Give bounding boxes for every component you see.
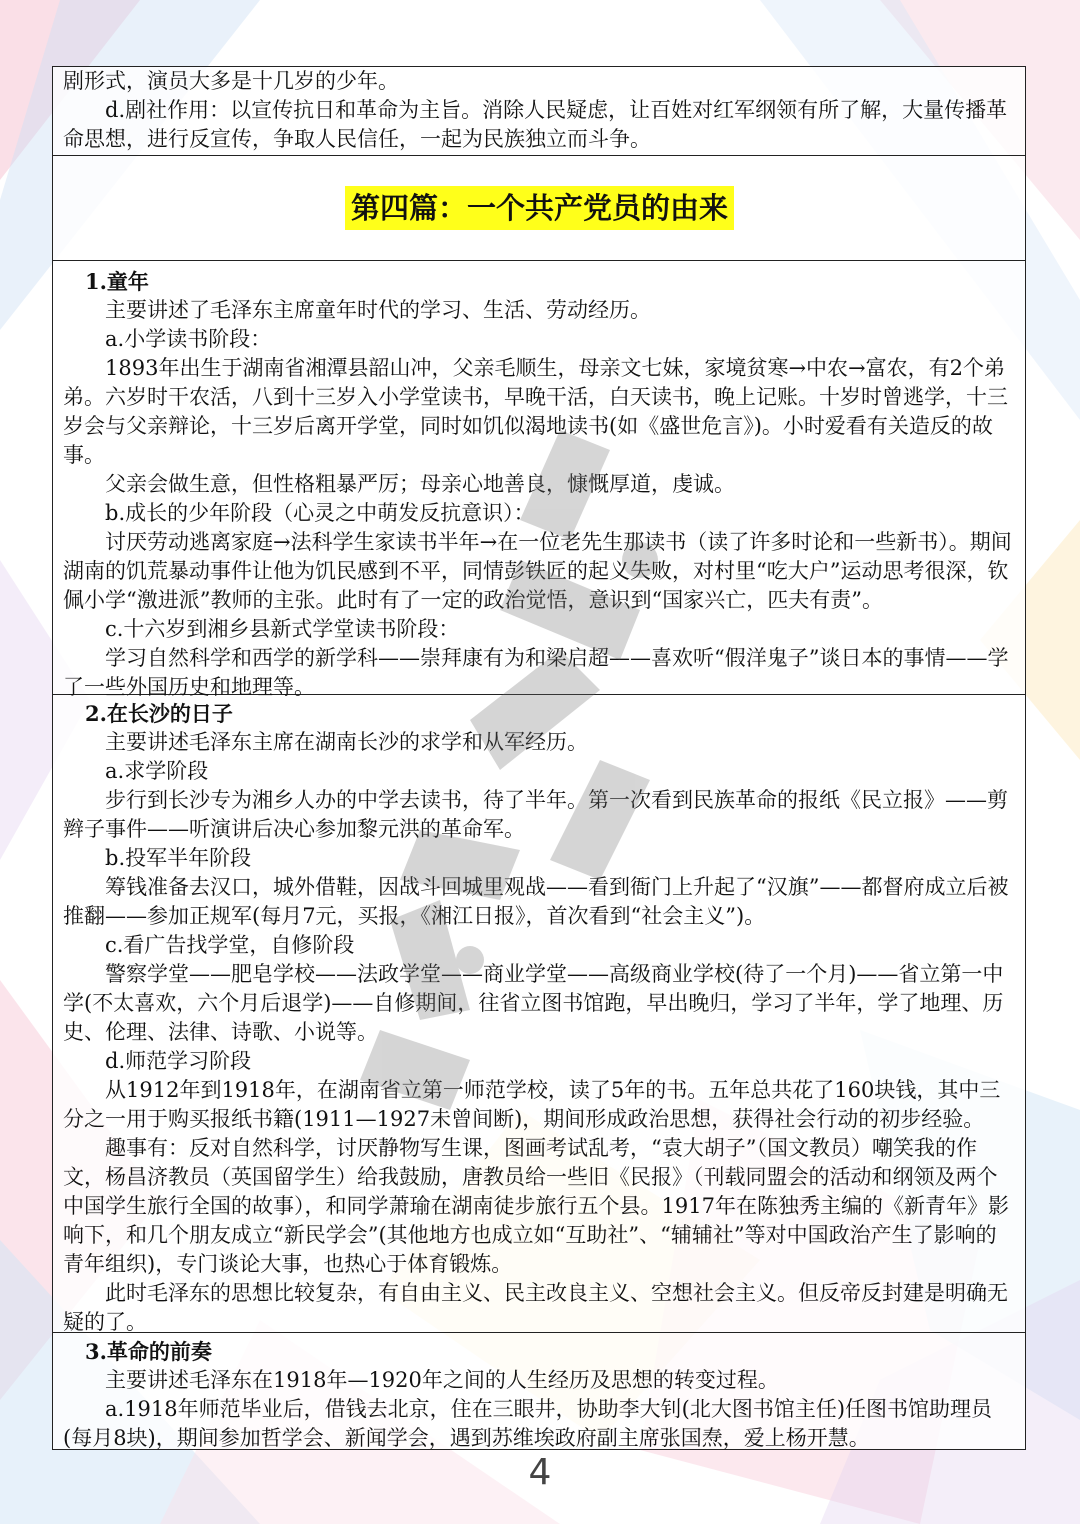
paragraph: 主要讲述毛泽东主席在湖南长沙的求学和从军经历。: [105, 730, 588, 754]
paragraph: 学习自然科学和西学的新学科——崇拜康有为和梁启超——喜欢听“假洋鬼子”谈日本的事情——学了一些外国历史和地理等。: [63, 646, 1009, 699]
section-cell: [53, 1332, 1025, 1449]
chapter-title-cell: [53, 155, 1025, 260]
paragraph: 此时毛泽东的思想比较复杂，有自由主义、民主改良主义、空想社会主义。但反帝反封建是明确无疑的了。: [63, 1281, 1008, 1334]
paragraph: 趣事有：反对自然科学，讨厌静物写生课，图画考试乱考，“袁大胡子”（国文教员）嘲笑我的作文，杨昌济教员（英国留学生）给我鼓励，唐教员给一些旧《民报》（刊载同盟会的活动和纲领及两个中国学生旅行全国的故事），和同学萧瑜在湖南徒步旅行五个县。1917年在陈独秀主编的《新青年》影响下，和几个朋友成立“新民学会”(其他地方也成立如“互助社”、“辅辅社”等对中国政治产生了影响的青年组织)，专门谈论大事，也热心于体育锻炼。: [63, 1136, 1009, 1276]
chapter-title: 第四篇：一个共产党员的由来: [345, 186, 734, 230]
paragraph: 讨厌劳动逃离家庭→法科学生家读书半年→在一位老先生那读书（读了许多时论和一些新书）。期间湖南的饥荒暴动事件让他为饥民感到不平，同情彭铁匠的起义失败，对村里“吃大户”运动思考很深，钦佩小学“激进派”教师的主张。此时有了一定的政治觉悟，意识到“国家兴亡，匹夫有责”。: [63, 530, 1012, 612]
paragraph: d.剧社作用：以宣传抗日和革命为主旨。消除人民疑虑，让百姓对红军纲领有所了解，大量传播革命思想，进行反宣传，争取人民信任，一起为民族独立而斗争。: [63, 98, 1008, 151]
paragraph: b.投军半年阶段: [105, 846, 252, 870]
paragraph: 剧形式，演员大多是十几岁的少年。: [63, 69, 399, 93]
section-heading: 2.在长沙的日子: [85, 701, 233, 726]
paragraph: 从1912年到1918年，在湖南省立第一师范学校，读了5年的书。五年总共花了160块钱，其中三分之一用于购买报纸书籍(1911—1927未曾间断)，期间形成政治思想，获得社会行动的初步经验。: [63, 1078, 1001, 1131]
section-heading: 3.革命的前奏: [85, 1339, 212, 1364]
paragraph: 步行到长沙专为湘乡人办的中学去读书，待了半年。第一次看到民族革命的报纸《民立报》——剪辫子事件——听演讲后决心参加黎元洪的革命军。: [63, 788, 1008, 841]
section-cell: [53, 694, 1025, 1332]
paragraph: 筹钱准备去汉口，城外借鞋，因战斗回城里观战——看到衙门上升起了“汉旗”——都督府成立后被推翻——参加正规军(每月7元，买报，《湘江日报》，首次看到“社会主义”)。: [63, 875, 1009, 928]
paragraph: a.求学阶段: [105, 759, 209, 783]
paragraph: 1893年出生于湖南省湘潭县韶山冲，父亲毛顺生，母亲文七妹，家境贫寒→中农→富农，有2个弟弟。六岁时干农活，八到十三岁入小学堂读书，早晚干活，白天读书，晚上记账。十岁时曾逃学，十三岁会与父亲辩论，十三岁后离开学堂，同时如饥似渴地读书(如《盛世危言》)。小时爱看有关造反的故事。: [63, 356, 1008, 467]
paragraph: 主要讲述毛泽东在1918年—1920年之间的人生经历及思想的转变过程。: [105, 1368, 779, 1392]
paragraph: a.小学读书阶段：: [105, 327, 272, 351]
notes-table: [52, 66, 1026, 1450]
paragraph: b.成长的少年阶段（心灵之中萌发反抗意识）：: [105, 501, 535, 525]
paragraph: 主要讲述了毛泽东主席童年时代的学习、生活、劳动经历。: [105, 298, 651, 322]
paragraph: 父亲会做生意，但性格粗暴严厉；母亲心地善良，慷慨厚道，虔诚。: [105, 472, 735, 496]
section-cell: [53, 260, 1025, 699]
section-cell: [53, 67, 1025, 155]
paragraph: c.看广告找学堂，自修阶段: [105, 933, 355, 957]
paragraph: d.师范学习阶段: [105, 1049, 252, 1073]
page-number: 4: [528, 1452, 552, 1493]
paragraph: 警察学堂——肥皂学校——法政学堂——商业学堂——高级商业学校(待了一个月)——省立第一中学(不太喜欢，六个月后退学)——自修期间，往省立图书馆跑，早出晚归，学习了半年，学了地理、历史、伦理、法律、诗歌、小说等。: [63, 962, 1004, 1044]
paragraph: c.十六岁到湘乡县新式学堂读书阶段：: [105, 617, 460, 641]
section-heading: 1.童年: [85, 269, 149, 294]
paragraph: a.1918年师范毕业后，借钱去北京，住在三眼井，协助李大钊(北大图书馆主任)任图书馆助理员(每月8块)，期间参加哲学会、新闻学会，遇到苏维埃政府副主席张国焘，爱上杨开慧。: [63, 1397, 993, 1450]
